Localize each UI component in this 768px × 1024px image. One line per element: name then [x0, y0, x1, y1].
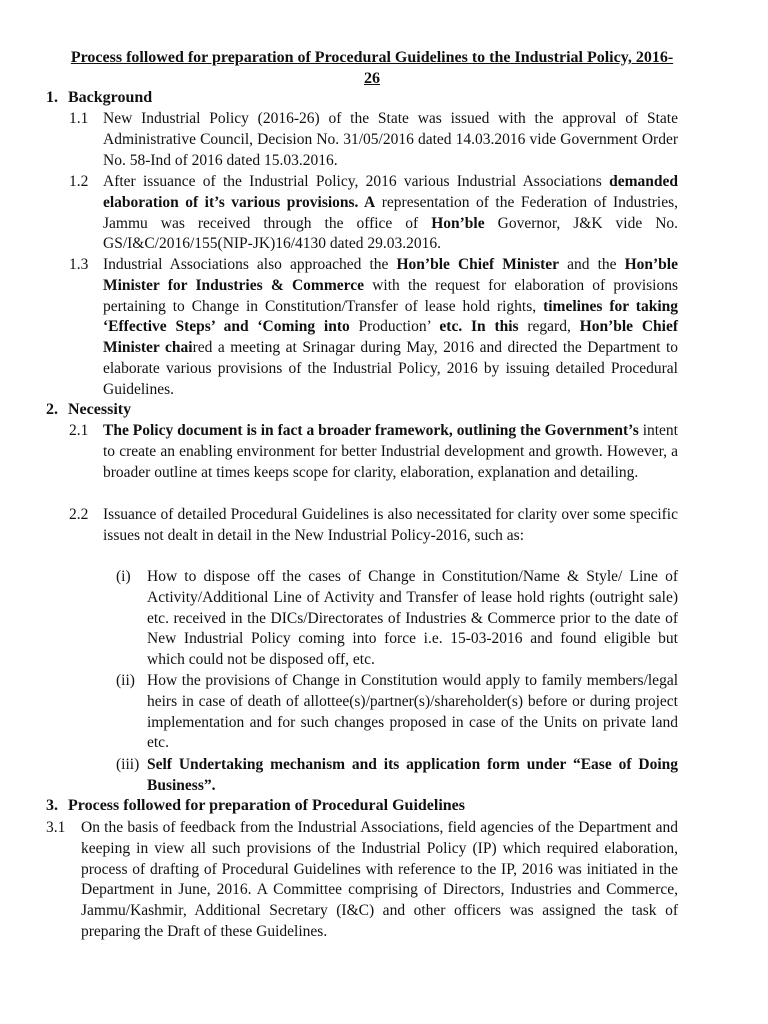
paragraph-text: After issuance of the Industrial Policy, 2016 various Industrial Associations demanded elaboration of it’s various provisions. A representation of the Federation of Industries, Jammu was received through the office of Hon’ble Governor, J&K vide No. GS/I&C/2016/155(NIP-JK)16/4130 dated 29.03.2016.: [103, 173, 679, 253]
paragraph-number: 1.2: [69, 173, 89, 190]
paragraph-1-2: [69, 172, 678, 255]
paragraph-2-2: [69, 505, 678, 547]
subpoint-text: Self Undertaking mechanism and its application form under “Ease of Doing Business”.: [147, 756, 678, 794]
document-title: Process followed for preparation of Procedural Guidelines to the Industrial Policy, 2016-26: [70, 49, 674, 87]
subpoint-number: (i): [116, 568, 131, 585]
paragraph-text: Industrial Associations also approached the Hon’ble Chief Minister and the Hon’ble Minister for Industries & Commerce with the request for elaboration of provisions pertaining to Change in Constitution/Transfer of lease hold rights, timelines for taking ‘Effective Steps’ and ‘Coming into Production’ etc. In this regard, Hon’ble Chief Minister chaired a meeting at Srinagar during May, 2016 and directed the Department to elaborate various provisions of the Industrial Policy, 2016 by issuing detailed Procedural Guidelines.: [103, 256, 679, 398]
section-heading-necessity: [46, 400, 131, 421]
paragraph-text: Issuance of detailed Procedural Guidelines is also necessitated for clarity over some specific issues not dealt in detail in the New Industrial Policy-2016, such as:: [103, 506, 678, 544]
paragraph-3-1: [46, 818, 678, 943]
section-number: 1.: [46, 89, 58, 106]
subpoint-text: How the provisions of Change in Constitution would apply to family members/legal heirs in case of death of allottee(s)/partner(s)/shareholder(s) before or during project implementation and for such changes proposed in case of the Units on private land etc.: [147, 672, 678, 752]
section-title: Process followed for preparation of Procedural Guidelines: [68, 797, 466, 814]
paragraph-2-1: [69, 421, 678, 483]
paragraph-text: New Industrial Policy (2016-26) of the State was issued with the approval of State Administrative Council, Decision No. 31/05/2016 dated 14.03.2016 vide Government Order No. 58-Ind of 2016 dated 15.03.2016.: [103, 110, 678, 169]
section-heading-process: [46, 796, 465, 817]
paragraph-number: 1.1: [69, 110, 89, 127]
paragraph-text: The Policy document is in fact a broader framework, outlining the Government’s intent to create an enabling environment for better Industrial development and growth. However, a broader outline at times keeps scope for clarity, elaboration, explanation and detailing.: [103, 422, 678, 481]
paragraph-1-3: [69, 255, 678, 401]
section-number: 3.: [46, 797, 58, 814]
paragraph-number: 2.1: [69, 422, 89, 439]
subpoint-ii: [116, 671, 678, 754]
paragraph-number: 2.2: [69, 506, 89, 523]
subpoint-number: (ii): [116, 672, 135, 689]
paragraph-text: On the basis of feedback from the Industrial Associations, field agencies of the Department and keeping in view all such provisions of the Industrial Policy (IP) which required elaboration, process of drafting of Procedural Guidelines with reference to the IP, 2016 was initiated in the Department in June, 2016. A Committee comprising of Directors, Industries and Commerce, Jammu/Kashmir, Additional Secretary (I&C) and other officers was assigned the task of preparing the Draft of these Guidelines.: [81, 819, 678, 940]
section-title: Background: [68, 89, 153, 106]
subpoint-i: [116, 567, 678, 671]
paragraph-number: 1.3: [69, 256, 89, 273]
subpoint-iii: [116, 755, 678, 797]
section-title: Necessity: [68, 401, 132, 418]
subpoint-text: How to dispose off the cases of Change in Constitution/Name & Style/ Line of Activity/Additional Line of Activity and Transfer of lease hold rights (outright sale) etc. received in the DICs/Directorates of Industries & Commerce prior to the date of New Industrial Policy coming into force i.e. 15-03-2016 and found eligible but which could not be disposed off, etc.: [147, 568, 678, 669]
subpoint-number: (iii): [116, 756, 140, 773]
section-number: 2.: [46, 401, 58, 418]
paragraph-number: 3.1: [46, 819, 66, 836]
section-heading-background: [46, 88, 152, 109]
paragraph-1-1: [69, 109, 678, 171]
